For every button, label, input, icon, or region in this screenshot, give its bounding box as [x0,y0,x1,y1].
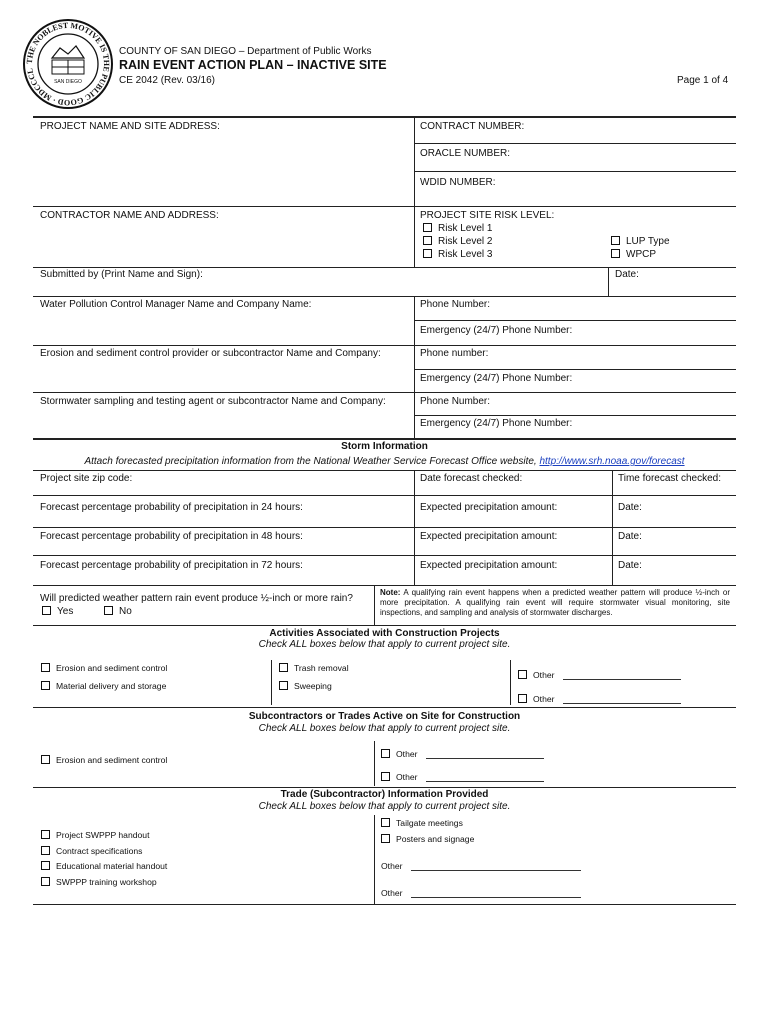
county-seal [22,18,114,110]
checkbox-icon[interactable] [611,249,620,258]
time-forecast-checked-label: Time forecast checked: [618,473,722,484]
noaa-forecast-link[interactable]: http://www.srh.noaa.gov/forecast [539,456,685,467]
checkbox-icon[interactable] [381,749,390,758]
other-1-field[interactable] [563,671,681,680]
half-inch-question: Will predicted weather pattern rain event produce ½-inch or more rain? [40,593,353,604]
checkbox-icon[interactable] [41,830,50,839]
activity-erosion-option[interactable]: Erosion and sediment control [41,663,167,673]
agency-name: COUNTY OF SAN DIEGO – Department of Public Works [119,46,372,57]
stormwater-emergency-label: Emergency (24/7) Phone Number: [420,418,573,429]
yes-option[interactable]: Yes [42,606,73,617]
checkbox-icon[interactable] [381,818,390,827]
checkbox-icon[interactable] [381,772,390,781]
erosion-phone-label: Phone number: [420,348,489,359]
activity-material-option[interactable]: Material delivery and storage [41,681,166,691]
activity-other-2-option[interactable]: Other [518,694,681,704]
sub-erosion-option[interactable]: Erosion and sediment control [41,755,167,765]
checkbox-icon[interactable] [41,861,50,870]
checkbox-icon[interactable] [518,694,527,703]
checkbox-icon[interactable] [41,846,50,855]
checkbox-icon[interactable] [423,249,432,258]
risk-level-2-option[interactable]: Risk Level 2 [423,236,492,247]
erosion-emergency-label: Emergency (24/7) Phone Number: [420,373,573,384]
sub-other-1-field[interactable] [426,750,544,759]
storm-info-title: Storm Information [341,441,428,452]
wpcp-option[interactable]: WPCP [611,249,656,260]
checkbox-icon[interactable] [279,681,288,690]
trade-swppp-training-option[interactable]: SWPPP training workshop [41,877,157,887]
trade-edu-handout-option[interactable]: Educational material handout [41,861,167,871]
checkbox-icon[interactable] [41,663,50,672]
wdid-number-label: WDID NUMBER: [420,177,496,188]
checkbox-icon[interactable] [279,663,288,672]
trade-tailgate-option[interactable]: Tailgate meetings [381,818,463,828]
risk-level-3-option[interactable]: Risk Level 3 [423,249,492,260]
storm-attach-note: Attach forecasted precipitation information from the National Weather Service Forecast Office website, http://www.srh.noaa.gov/forecast [84,456,685,467]
checkbox-icon[interactable] [42,606,51,615]
seal-icon [22,18,114,110]
svg-text:THE NOBLEST MOTIVE IS THE PUBL: THE NOBLEST MOTIVE IS THE PUBLIC GOOD · MDCCCL [24,20,112,108]
date-72h-label: Date: [618,560,642,571]
risk-level-title: PROJECT SITE RISK LEVEL: [420,210,555,221]
svg-text:SAN DIEGO: SAN DIEGO [54,79,82,85]
sub-other-2-field[interactable] [426,773,544,782]
trade-other-1-option[interactable]: Other [381,861,581,871]
stormwater-agent-label: Stormwater sampling and testing agent or subcontractor Name and Company: [40,396,386,407]
activity-other-1-option[interactable]: Other [518,670,681,680]
expected-amount-48h-label: Expected precipitation amount: [420,531,558,542]
wpcm-emergency-label: Emergency (24/7) Phone Number: [420,325,573,336]
date-forecast-checked-label: Date forecast checked: [420,473,523,484]
checkbox-icon[interactable] [423,223,432,232]
trade-contract-specs-option[interactable]: Contract specifications [41,846,142,856]
contractor-name-address-label: CONTRACTOR NAME AND ADDRESS: [40,210,219,221]
erosion-provider-label: Erosion and sediment control provider or subcontractor Name and Company: [40,348,381,359]
no-option[interactable]: No [104,606,132,617]
checkbox-icon[interactable] [104,606,113,615]
wpcm-label: Water Pollution Control Manager Name and Company Name: [40,299,312,310]
trade-other-2-field[interactable] [411,889,581,898]
submitted-by-label: Submitted by (Print Name and Sign): [40,269,203,280]
activities-subtitle: Check ALL boxes below that apply to current project site. [258,639,511,650]
checkbox-icon[interactable] [518,670,527,679]
project-name-address-label: PROJECT NAME AND SITE ADDRESS: [40,121,220,132]
checkbox-icon[interactable] [41,681,50,690]
trade-subtitle: Check ALL boxes below that apply to current project site. [258,801,511,812]
trade-posters-option[interactable]: Posters and signage [381,834,474,844]
wpcm-phone-label: Phone Number: [420,299,491,310]
forecast-72h-label: Forecast percentage probability of precipitation in 72 hours: [40,560,303,571]
expected-amount-72h-label: Expected precipitation amount: [420,560,558,571]
subcontractors-subtitle: Check ALL boxes below that apply to current project site. [258,723,511,734]
checkbox-icon[interactable] [41,755,50,764]
zip-code-label: Project site zip code: [40,473,133,484]
trade-title: Trade (Subcontractor) Information Provided [280,789,489,800]
oracle-number-label: ORACLE NUMBER: [420,148,511,159]
page-number: Page 1 of 4 [677,75,729,86]
checkbox-icon[interactable] [41,877,50,886]
contract-number-label: CONTRACT NUMBER: [420,121,525,132]
lup-type-option[interactable]: LUP Type [611,236,670,247]
sub-other-1-option[interactable]: Other [381,749,544,759]
risk-level-1-option[interactable]: Risk Level 1 [423,223,492,234]
checkbox-icon[interactable] [381,834,390,843]
date-24h-label: Date: [618,502,642,513]
activities-title: Activities Associated with Construction Projects [269,628,500,639]
trade-other-2-option[interactable]: Other [381,888,581,898]
expected-amount-24h-label: Expected precipitation amount: [420,502,558,513]
qualifying-rain-note: Note: A qualifying rain event happens when a predicted weather pattern will produce ½-inch or more precipitation. A qualifying rain event will require stormwater visual monitoring, site inspections, and sampling and analysis of stormwater discharges. [380,588,730,617]
date-48h-label: Date: [618,531,642,542]
activity-trash-option[interactable]: Trash removal [279,663,349,673]
submitted-date-label: Date: [615,269,639,280]
sub-other-2-option[interactable]: Other [381,772,544,782]
subcontractors-title: Subcontractors or Trades Active on Site for Construction [248,711,521,722]
form-title: RAIN EVENT ACTION PLAN – INACTIVE SITE [119,58,387,72]
trade-other-1-field[interactable] [411,862,581,871]
checkbox-icon[interactable] [423,236,432,245]
stormwater-phone-label: Phone Number: [420,396,491,407]
forecast-24h-label: Forecast percentage probability of precipitation in 24 hours: [40,502,303,513]
other-2-field[interactable] [563,695,681,704]
checkbox-icon[interactable] [611,236,620,245]
activity-sweeping-option[interactable]: Sweeping [279,681,332,691]
forecast-48h-label: Forecast percentage probability of precipitation in 48 hours: [40,531,303,542]
trade-swppp-handout-option[interactable]: Project SWPPP handout [41,830,149,840]
form-number: CE 2042 (Rev. 03/16) [119,75,215,86]
